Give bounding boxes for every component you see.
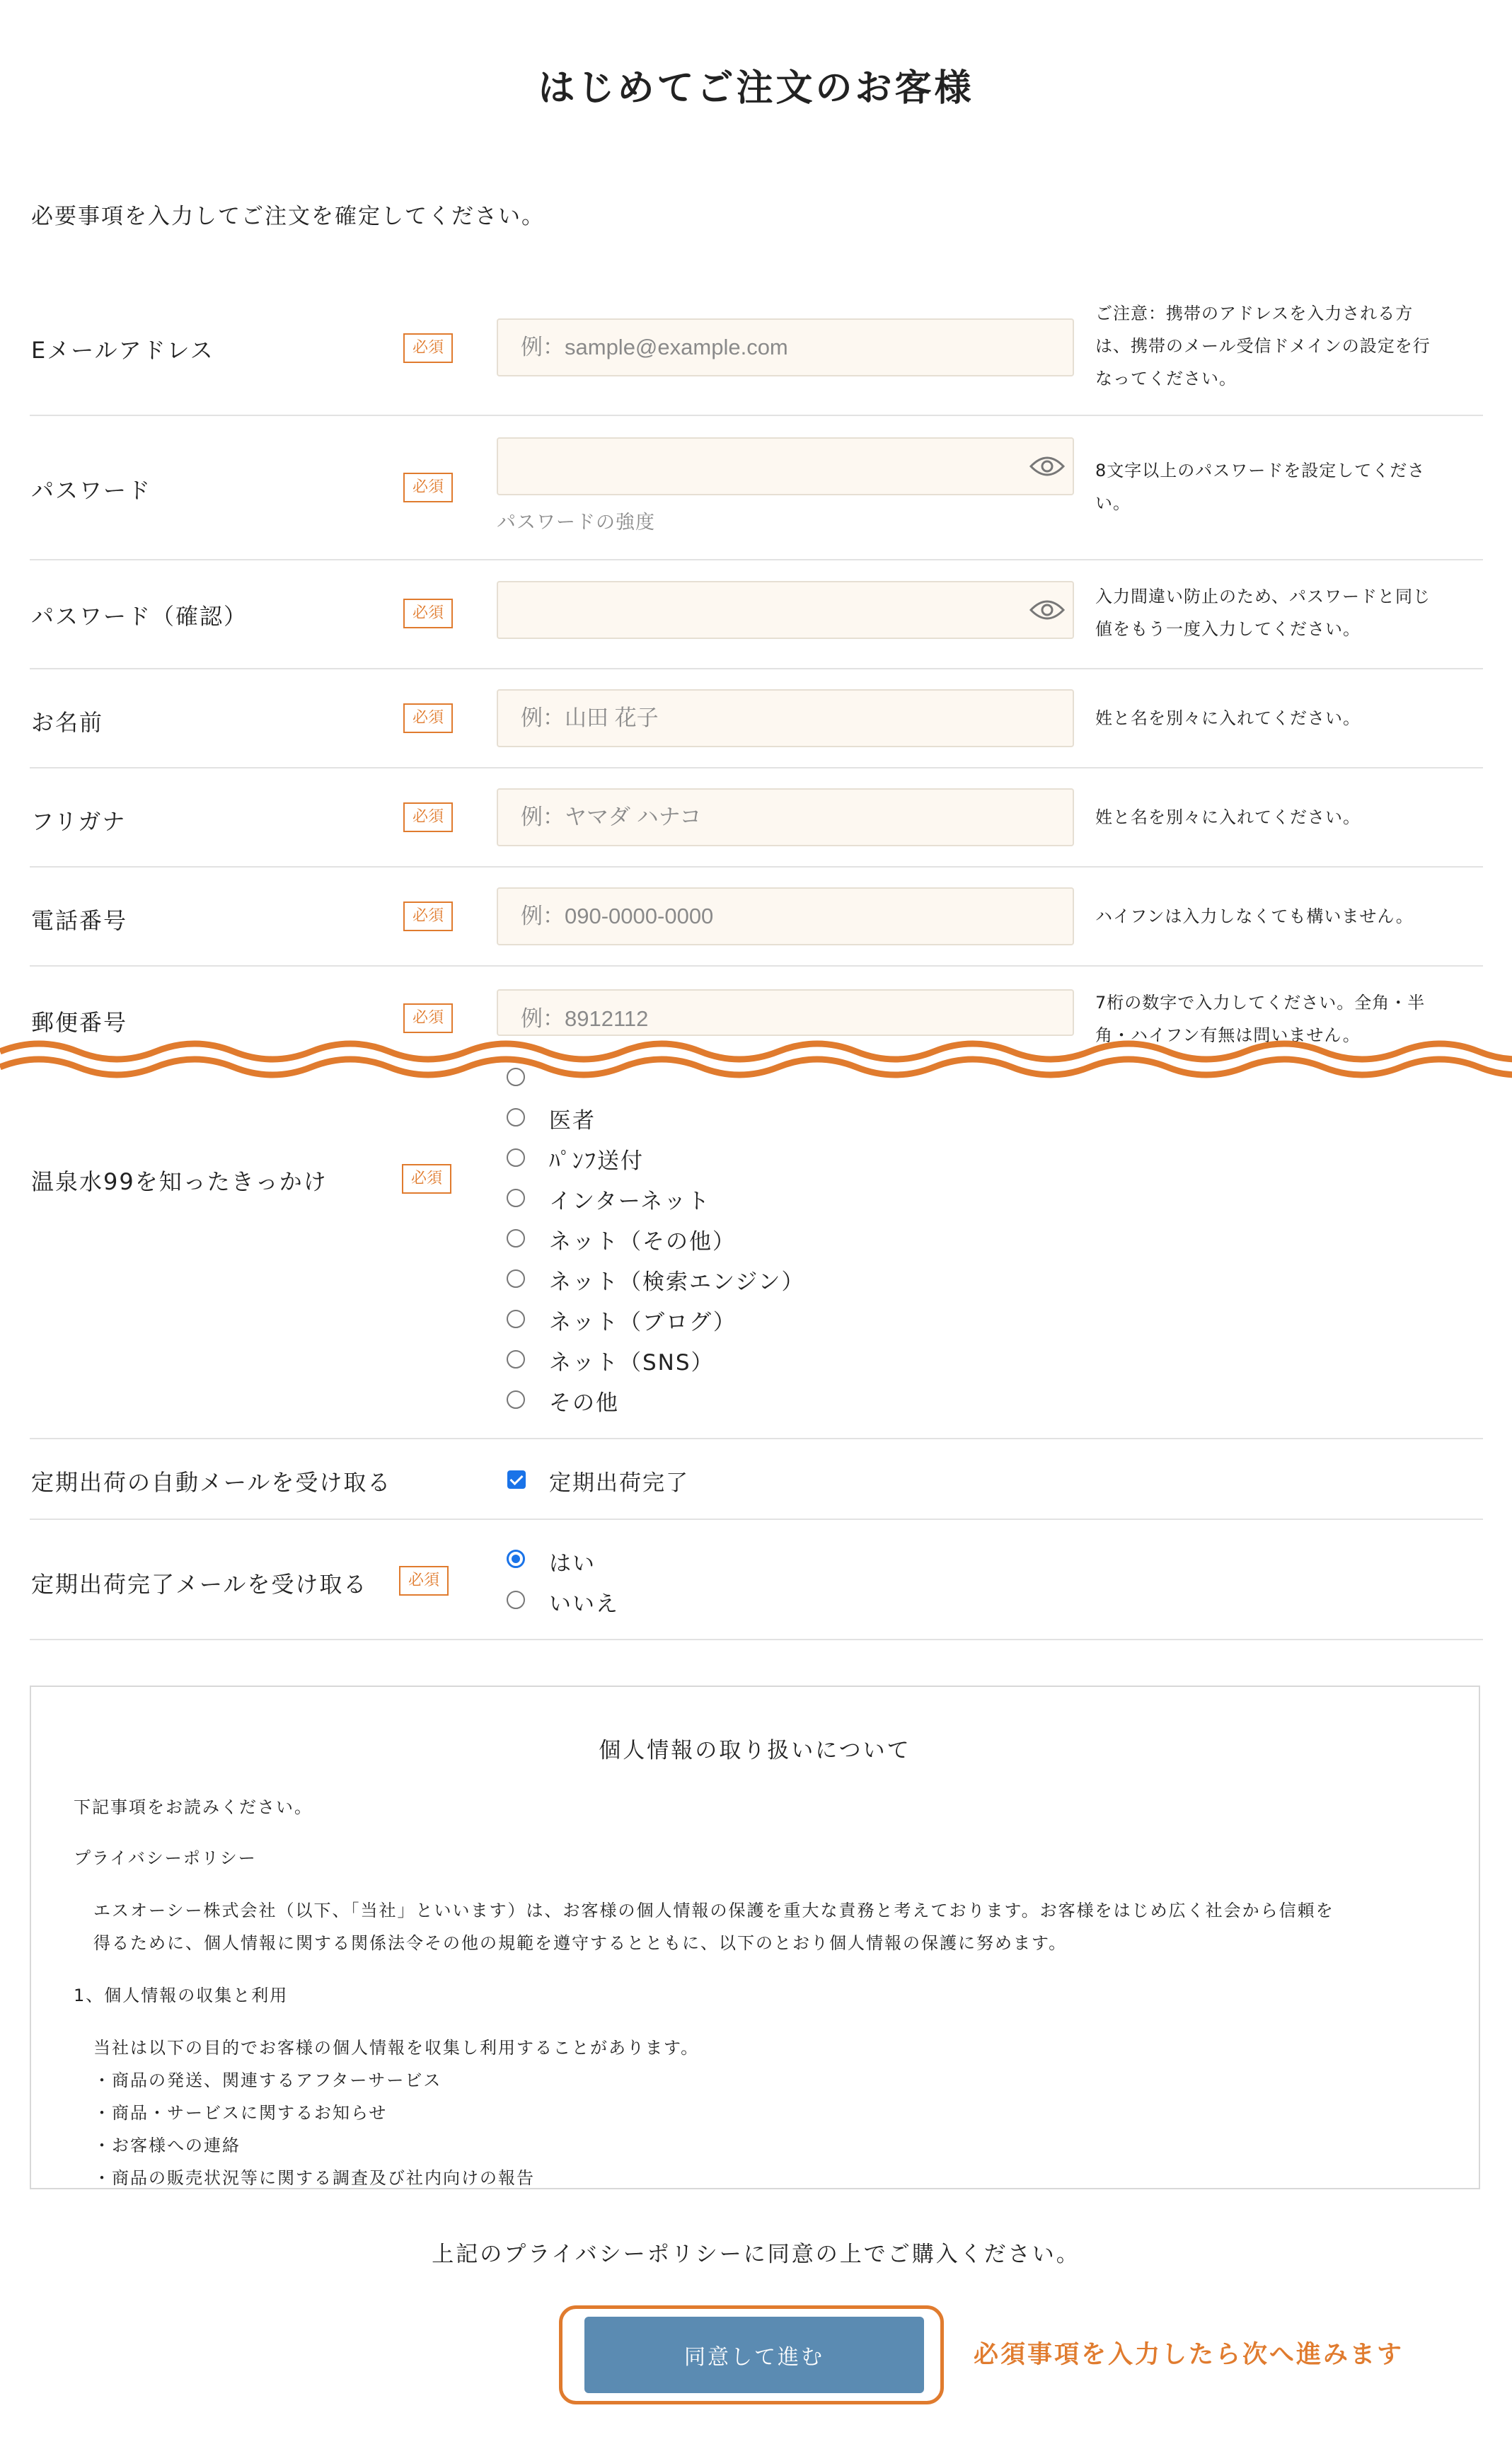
privacy-line: 当社は以下の目的でお客様の個人情報を収集し利用することがあります。: [93, 2038, 700, 2058]
source-option: ネット（ブログ）: [549, 1310, 737, 1335]
privacy-line: 1、個人情報の収集と利用: [74, 1986, 289, 2005]
privacy-line: エスオーシー株式会社（以下、「当社」といいます）は、お客様の個人情報の保護を重大な責務と考えております。お客様をはじめ広く社会から信頼を: [93, 1901, 1334, 1920]
source-option: その他: [549, 1390, 619, 1416]
password-help: 8文字以上のパスワードを設定してくださ い。: [1095, 461, 1426, 513]
wave-divider: [0, 1032, 1512, 1088]
required-badge: 必須: [403, 473, 453, 502]
agree-proceed-button[interactable]: 同意して進む: [584, 2317, 924, 2393]
source-option: ネット（SNS）: [549, 1350, 715, 1376]
auto-mail-option: 定期出荷完了: [549, 1470, 689, 1496]
complete-mail-option-yes: はい: [549, 1551, 596, 1577]
required-badge: 必須: [403, 802, 453, 832]
privacy-policy-box[interactable]: [30, 1686, 1480, 2189]
password-label: パスワード: [31, 477, 152, 504]
annotation-text: 必須事項を入力したら次へ進みます: [974, 2341, 1404, 2369]
required-badge: 必須: [403, 703, 453, 733]
row-divider: [30, 1639, 1483, 1640]
required-badge: 必須: [399, 1566, 449, 1596]
intro-text: 必要事項を入力してご注文を確定してください。: [31, 204, 545, 229]
agree-note: 上記のプライバシーポリシーに同意の上でご購入ください。: [432, 2242, 1080, 2267]
phone-help: ハイフンは入力しなくても構いません。: [1095, 906, 1414, 926]
source-option: インターネット: [549, 1189, 711, 1214]
privacy-line: ・商品・サービスに関するお知らせ: [93, 2103, 388, 2123]
privacy-line: プライバシーポリシー: [74, 1848, 257, 1868]
source-radio-other[interactable]: [507, 1390, 525, 1409]
required-badge: 必須: [402, 1164, 451, 1194]
privacy-line: 得るために、個人情報に関する関係法令その他の規範を遵守するとともに、以下のとおり個人情報の保護に努めます。: [93, 1933, 1068, 1953]
source-radio-search[interactable]: [507, 1269, 525, 1288]
email-field[interactable]: 例：sample@example.com: [497, 318, 1074, 376]
source-option: 医者: [549, 1108, 596, 1134]
required-badge: 必須: [403, 901, 453, 931]
zip-field[interactable]: 例：8912112: [497, 989, 1074, 1036]
privacy-line: 下記事項をお読みください。: [74, 1797, 313, 1817]
name-help: 姓と名を別々に入れてください。: [1095, 708, 1361, 728]
row-divider: [30, 965, 1483, 967]
complete-mail-radio-no[interactable]: [507, 1591, 525, 1609]
complete-mail-label: 定期出荷完了メールを受け取る: [31, 1571, 368, 1598]
row-divider: [30, 866, 1483, 868]
zip-label: 郵便番号: [31, 1009, 128, 1036]
name-label: お名前: [31, 709, 104, 736]
row-divider: [30, 559, 1483, 560]
row-divider: [30, 415, 1483, 416]
complete-mail-radio-yes[interactable]: [507, 1550, 525, 1568]
privacy-title: 個人情報の取り扱いについて: [599, 1738, 911, 1763]
source-option: ネット（その他）: [549, 1229, 736, 1255]
source-radio-sns[interactable]: [507, 1350, 525, 1369]
source-radio-doctor[interactable]: [507, 1108, 525, 1127]
furigana-label: フリガナ: [31, 808, 127, 835]
required-badge: 必須: [403, 333, 453, 363]
password-strength: パスワードの強度: [497, 512, 655, 534]
page-title: はじめてご注文のお客様: [538, 67, 974, 110]
furigana-field[interactable]: 例：ヤマダ ハナコ: [497, 788, 1074, 846]
row-divider: [30, 668, 1483, 669]
eye-icon[interactable]: [1029, 454, 1066, 479]
auto-mail-label: 定期出荷の自動メールを受け取る: [31, 1469, 392, 1496]
complete-mail-option-no: いいえ: [549, 1591, 619, 1617]
row-divider: [30, 1519, 1483, 1520]
source-option: ネット（検索エンジン）: [549, 1269, 805, 1295]
radio-partial[interactable]: [507, 1068, 525, 1086]
row-divider: [30, 1438, 1483, 1439]
source-label: 温泉水99を知ったきっかけ: [31, 1168, 328, 1195]
privacy-line: ・商品の販売状況等に関する調査及び社内向けの報告: [93, 2168, 535, 2188]
source-radio-internet[interactable]: [507, 1189, 525, 1207]
zip-help: 7桁の数字で入力してください。全角・半 角・ハイフン有無は問いません。: [1095, 993, 1426, 1045]
eye-icon[interactable]: [1029, 597, 1066, 623]
password-confirm-label: パスワード（確認）: [31, 603, 248, 630]
privacy-line: ・商品の発送、関連するアフターサービス: [93, 2070, 442, 2090]
phone-field[interactable]: 例：090-0000-0000: [497, 887, 1074, 945]
email-label: Eメールアドレス: [31, 337, 214, 364]
auto-mail-checkbox[interactable]: [507, 1470, 526, 1489]
email-help: ご注意：携帯のアドレスを入力される方 は、携帯のメール受信ドメインの設定を行 なってください。: [1095, 304, 1431, 388]
source-radio-blog[interactable]: [507, 1310, 525, 1328]
required-badge: 必須: [403, 1003, 453, 1033]
phone-label: 電話番号: [31, 907, 128, 934]
required-badge: 必須: [403, 599, 453, 628]
privacy-line: ・お客様への連絡: [93, 2136, 241, 2155]
source-radio-net-other[interactable]: [507, 1229, 525, 1248]
furigana-help: 姓と名を別々に入れてください。: [1095, 807, 1361, 827]
name-field[interactable]: 例：山田 花子: [497, 689, 1074, 747]
source-option: ﾊﾟﾝﾌ送付: [549, 1148, 644, 1174]
password-field[interactable]: [497, 437, 1074, 495]
password-confirm-field[interactable]: [497, 581, 1074, 639]
row-divider: [30, 767, 1483, 768]
password-confirm-help: 入力間違い防止のため、パスワードと同じ 値をもう一度入力してください。: [1095, 587, 1431, 639]
source-radio-pamphlet[interactable]: [507, 1148, 525, 1167]
